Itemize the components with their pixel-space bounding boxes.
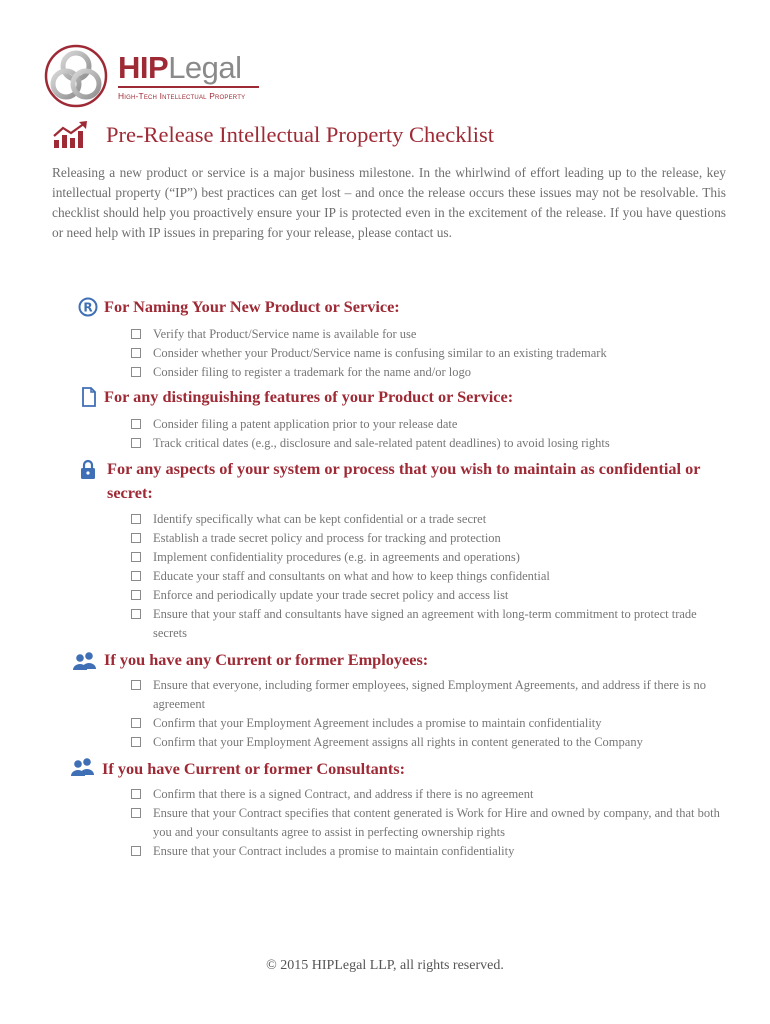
checkbox[interactable] bbox=[131, 737, 141, 747]
section-features bbox=[52, 385, 732, 450]
checklist-item[interactable]: Consider filing to register a trademark for the name and/or logo bbox=[131, 363, 721, 382]
section-naming bbox=[52, 295, 732, 379]
checklist-item[interactable]: Consider filing a patent application prior to your release date bbox=[131, 415, 721, 434]
logo-wordmark: HIPLegal bbox=[118, 50, 242, 85]
logo-tagline: High-Tech Intellectual Property bbox=[118, 86, 259, 101]
checklist-item[interactable]: Ensure that your Contract specifies that content generated is Work for Hire and owned by company, and that both you and your consultants agree to assist in perfecting ownership rights bbox=[131, 804, 721, 842]
checkbox[interactable] bbox=[131, 552, 141, 562]
checkbox[interactable] bbox=[131, 329, 141, 339]
checkbox[interactable] bbox=[131, 514, 141, 524]
checkbox[interactable] bbox=[131, 571, 141, 581]
section-title: For any distinguishing features of your Product or Service: bbox=[104, 387, 514, 406]
registered-icon bbox=[78, 297, 98, 317]
svg-text:R: R bbox=[83, 300, 93, 315]
document-icon bbox=[80, 387, 98, 407]
checklist-item[interactable]: Ensure that your staff and consultants have signed an agreement with long-term commitment to protect trade secrets bbox=[131, 605, 721, 643]
checkbox[interactable] bbox=[131, 438, 141, 448]
checklist-item[interactable]: Implement confidentiality procedures (e.g. in agreements and operations) bbox=[131, 548, 721, 567]
checklist-item[interactable]: Identify specifically what can be kept confidential or a trade secret bbox=[131, 510, 721, 529]
three-rings-logo-icon bbox=[44, 44, 108, 108]
checkbox[interactable] bbox=[131, 808, 141, 818]
section-title: For any aspects of your system or process that you wish to maintain as confidential or secret: bbox=[107, 459, 701, 502]
checklist-item[interactable]: Confirm that your Employment Agreement includes a promise to maintain confidentiality bbox=[131, 714, 721, 733]
checkbox[interactable] bbox=[131, 419, 141, 429]
checklist-item[interactable]: Confirm that your Employment Agreement assigns all rights in content generated to the Company bbox=[131, 733, 721, 752]
checklist-item[interactable]: Educate your staff and consultants on what and how to keep things confidential bbox=[131, 567, 721, 586]
lock-icon bbox=[79, 459, 97, 481]
checkbox[interactable] bbox=[131, 718, 141, 728]
section-confidential bbox=[52, 457, 732, 640]
checkbox[interactable] bbox=[131, 590, 141, 600]
intro-paragraph: Releasing a new product or service is a major business milestone. In the whirlwind of effort leading up to the release, key intellectual property (“IP”) best practices can get lost – and once the release occurs these issues may not be resolvable. This checklist should help you proactively ensure your IP is protected even in the excitement of the release. If you have questions or need help with IP issues in preparing for your release, please contact us. bbox=[52, 165, 726, 240]
copyright-footer: © 2015 HIPLegal LLP, all rights reserved. bbox=[266, 958, 504, 973]
checkbox[interactable] bbox=[131, 533, 141, 543]
checklist-item[interactable]: Track critical dates (e.g., disclosure and sale-related patent deadlines) to avoid losing rights bbox=[131, 434, 721, 453]
checklist-item[interactable]: Verify that Product/Service name is available for use bbox=[131, 325, 721, 344]
checklist-item[interactable]: Consider whether your Product/Service name is confusing similar to an existing trademark bbox=[131, 344, 721, 363]
checklist-item[interactable]: Confirm that there is a signed Contract, and address if there is no agreement bbox=[131, 785, 721, 804]
checkbox[interactable] bbox=[131, 367, 141, 377]
checkbox[interactable] bbox=[131, 609, 141, 619]
checkbox[interactable] bbox=[131, 789, 141, 799]
checkbox[interactable] bbox=[131, 348, 141, 358]
section-title: If you have any Current or former Employees: bbox=[104, 650, 429, 669]
company-logo bbox=[44, 44, 274, 108]
people-icon bbox=[70, 757, 96, 777]
checklist-item[interactable]: Enforce and periodically update your trade secret policy and access list bbox=[131, 586, 721, 605]
section-title: For Naming Your New Product or Service: bbox=[104, 297, 400, 316]
chart-trend-icon bbox=[52, 120, 90, 150]
page-title: Pre-Release Intellectual Property Checklist bbox=[106, 122, 494, 147]
checkbox[interactable] bbox=[131, 846, 141, 856]
section-employees bbox=[52, 648, 732, 749]
section-title: If you have Current or former Consultants: bbox=[102, 759, 405, 778]
checklist-item[interactable]: Ensure that everyone, including former employees, signed Employment Agreements, and address if there is no agreement bbox=[131, 676, 721, 714]
checkbox[interactable] bbox=[131, 680, 141, 690]
checklist-item[interactable]: Ensure that your Contract includes a promise to maintain confidentiality bbox=[131, 842, 721, 861]
section-consultants bbox=[52, 757, 732, 858]
people-icon bbox=[72, 651, 98, 671]
checklist-item[interactable]: Establish a trade secret policy and process for tracking and protection bbox=[131, 529, 721, 548]
